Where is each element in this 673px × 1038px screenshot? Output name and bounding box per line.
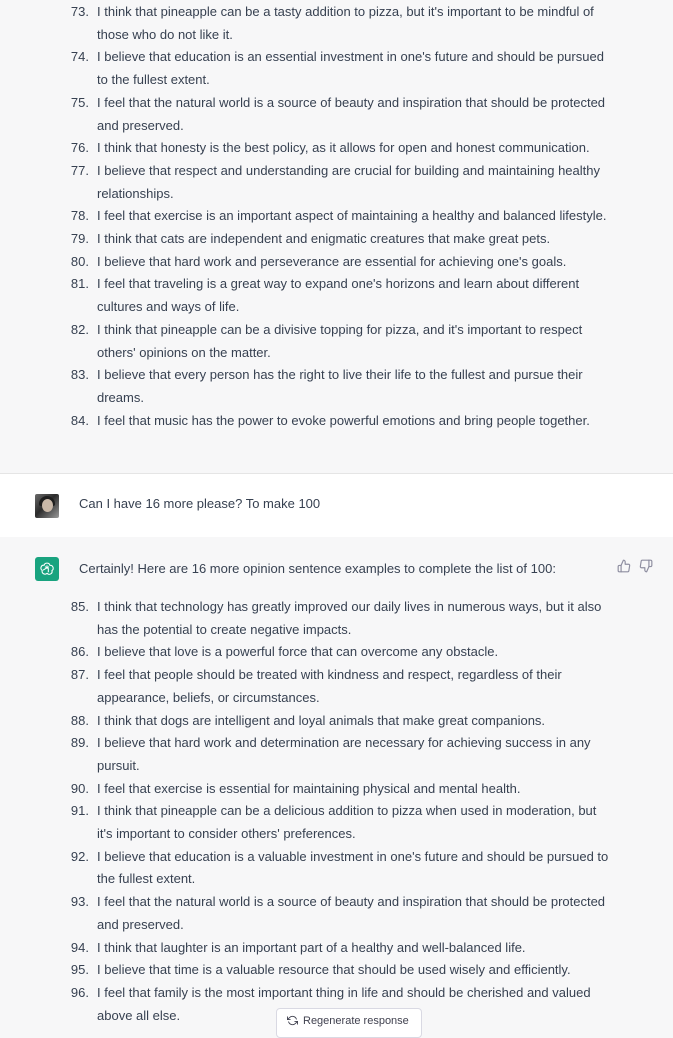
list-item-number: 73. [70,4,89,19]
thumbs-up-icon[interactable] [617,559,631,573]
list-item-number: 80. [70,253,89,269]
list-item [0,846,673,891]
list-item-text: I believe that respect and understanding are crucial for building and maintaining healthy relationships. [97,162,600,201]
list-item [0,228,673,251]
assistant-message [0,537,673,1024]
list-item-text: I think that technology has greatly improved our daily lives in numerous ways, but it also has the potential to create negative impacts. [97,599,602,637]
assistant-intro-text: Certainly! Here are 16 more opinion sentence examples to complete the list of 100: [79,561,556,576]
list-item-text: I think that laughter is an important part of a healthy and well-balanced life. [97,939,526,955]
regenerate-response-label: Regenerate response [303,1015,409,1027]
list-item-text: I feel that exercise is essential for maintaining physical and mental health. [97,780,521,796]
list-item [0,891,673,936]
list-item-text: I believe that education is a valuable investment in one's future and should be pursued to the fullest extent. [97,848,609,887]
opinion-list-first [0,1,673,432]
list-item-number: 94. [70,939,89,955]
list-item-text: I think that dogs are intelligent and loyal animals that make great companions. [97,712,546,728]
list-item-text: I believe that every person has the right to live their life to the fullest and pursue their dreams. [97,367,583,405]
list-item-number: 91. [70,803,89,819]
list-item-text: I feel that exercise is an important aspect of maintaining a healthy and balanced lifestyle. [97,208,607,224]
list-item-number: 93. [70,894,89,910]
list-item-number: 89. [70,735,89,751]
list-item-number: 95. [70,962,89,978]
assistant-avatar [35,557,59,581]
list-item-number: 86. [70,644,89,660]
previous-assistant-message [0,0,673,473]
list-item [0,641,673,664]
list-item-text: I think that pineapple can be a tasty addition to pizza, but it's important to be mindful of those who do not like it. [97,4,594,42]
list-item-text: I think that pineapple can be a divisive topping for pizza, and it's important to respect others' opinions on the matter. [97,321,583,360]
list-item-text: I believe that education is an essential investment in one's future and should be pursued to the fullest extent. [97,49,604,88]
list-item [0,137,673,160]
list-item-number: 77. [70,162,89,178]
list-item [0,937,673,960]
list-item [0,46,673,91]
list-item [0,959,673,982]
list-item [0,596,673,641]
list-item [0,205,673,228]
list-item-number: 83. [70,367,89,383]
regenerate-response-button[interactable] [276,1008,422,1038]
list-item [0,800,673,845]
list-item-number: 84. [70,412,89,428]
list-item-number: 87. [70,667,89,683]
list-item-text: I feel that music has the power to evoke powerful emotions and bring people together. [97,412,590,428]
user-message [0,473,673,538]
list-item-text: I believe that time is a valuable resource that should be used wisely and efficiently. [97,962,571,978]
list-item-text: I feel that the natural world is a source of beauty and inspiration that should be protected and preserved. [97,94,606,133]
list-item-number: 75. [70,94,89,110]
list-item [0,92,673,137]
list-item-number: 82. [70,321,89,337]
list-item-number: 78. [70,208,89,224]
list-item-text: I feel that traveling is a great way to expand one's horizons and learn about different cultures and ways of life. [97,276,580,315]
list-item-text: I believe that love is a powerful force that can overcome any obstacle. [97,644,499,660]
thumbs-down-icon[interactable] [639,559,653,573]
list-item [0,251,673,274]
list-item [0,319,673,364]
refresh-icon [287,1015,298,1026]
list-item-number: 88. [70,712,89,728]
list-item-number: 90. [70,780,89,796]
list-item-text: I feel that the natural world is a source of beauty and inspiration that should be protected and preserved. [97,894,606,932]
list-item [0,710,673,733]
list-item-text: I think that honesty is the best policy, as it allows for open and honest communication. [97,140,590,156]
list-item [0,364,673,409]
list-item-number: 74. [70,49,89,65]
list-item [0,664,673,709]
list-item-number: 85. [70,599,89,614]
list-item [0,732,673,777]
list-item-text: I feel that family is the most important thing in life and should be cherished and valued above all else. [97,984,591,1023]
list-item [0,160,673,205]
user-message-text: Can I have 16 more please? To make 100 [79,496,321,511]
list-item-text: I think that cats are independent and enigmatic creatures that make great pets. [97,231,551,247]
list-item-text: I believe that hard work and perseverance are essential for achieving one's goals. [97,253,567,269]
list-item-text: I think that pineapple can be a delicious addition to pizza when used in moderation, but it's important to consider others' preferences. [97,803,597,842]
list-item-text: I believe that hard work and determination are necessary for achieving success in any pursuit. [97,735,591,773]
list-item-number: 76. [70,140,89,156]
openai-logo-icon [39,561,55,577]
feedback-buttons [617,559,653,573]
list-item [0,410,673,433]
user-avatar [35,494,59,518]
list-item-number: 96. [70,984,89,1000]
list-item-number: 92. [70,848,89,864]
list-item [0,778,673,801]
list-item [0,273,673,318]
list-item [0,1,673,46]
list-item-number: 79. [70,231,89,247]
list-item-number: 81. [70,276,89,292]
list-item-text: I feel that people should be treated with kindness and respect, regardless of their appearance, beliefs, or circumstances. [97,667,562,705]
opinion-list-second [0,596,673,1027]
